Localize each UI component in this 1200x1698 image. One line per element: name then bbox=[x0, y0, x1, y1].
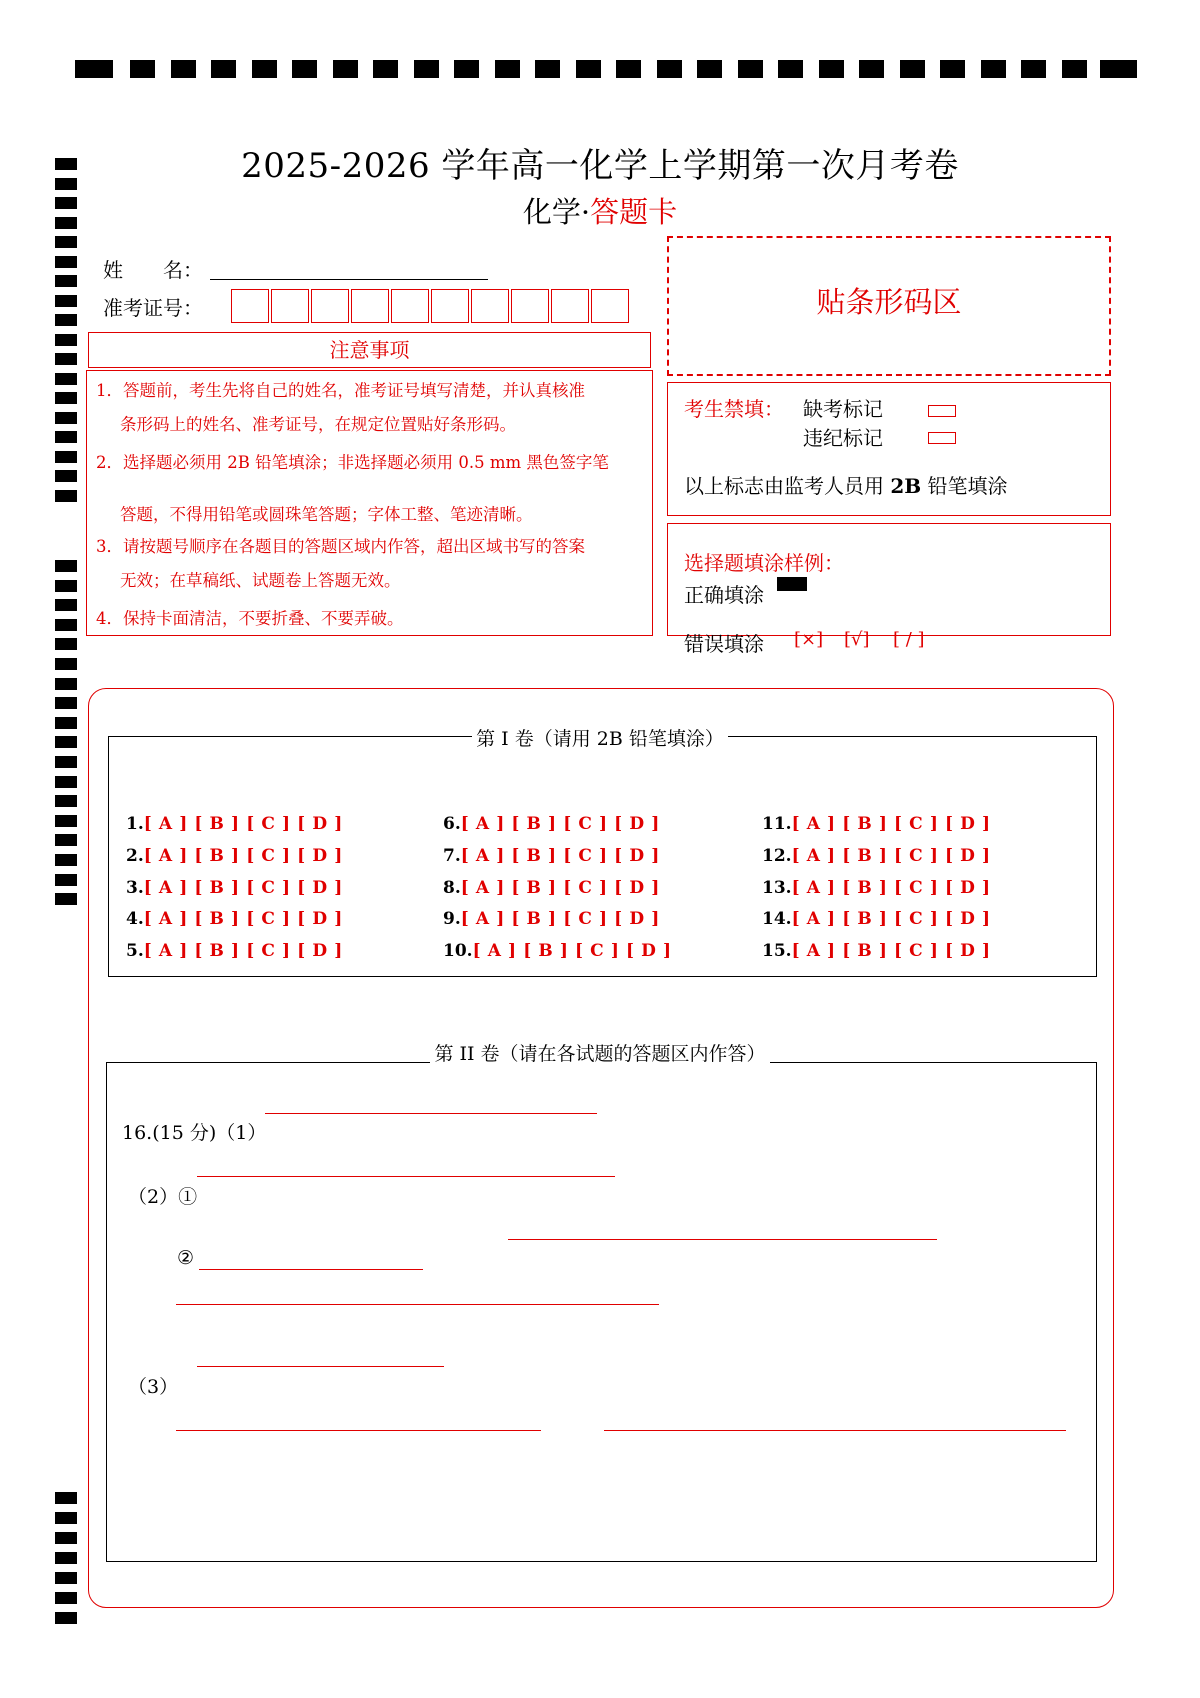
timing-mark bbox=[55, 1592, 77, 1604]
exam-id-digit-box[interactable] bbox=[591, 289, 629, 323]
subtitle-subject: 化学· bbox=[522, 195, 591, 229]
mc-question-number: 1. bbox=[126, 814, 144, 834]
mc-options[interactable]: [ A ] [ B ] [ C ] [ D ] bbox=[143, 814, 343, 834]
notice-line: 1．答题前，考生先将自己的姓名，准考证号填写清楚，并认真核准 bbox=[96, 381, 585, 400]
mc-question-number: 3. bbox=[126, 878, 144, 898]
section-1-title-text: 第 I 卷（请用 2B 铅笔填涂） bbox=[472, 728, 728, 750]
mc-options[interactable]: [ A ] [ B ] [ C ] [ D ] bbox=[460, 814, 660, 834]
timing-mark bbox=[859, 60, 884, 78]
mc-question[interactable] bbox=[762, 878, 991, 898]
mc-question-number: 10. bbox=[443, 941, 473, 961]
absent-mark-box[interactable] bbox=[928, 405, 956, 417]
timing-mark bbox=[55, 431, 77, 443]
timing-mark bbox=[657, 60, 682, 78]
timing-mark bbox=[373, 60, 398, 78]
forbidden-label: 考生禁填： bbox=[684, 397, 784, 421]
mc-question[interactable] bbox=[126, 846, 343, 866]
timing-mark bbox=[55, 256, 77, 268]
timing-mark bbox=[130, 60, 155, 78]
timing-mark bbox=[211, 60, 236, 78]
mc-options[interactable]: [ A ] [ B ] [ C ] [ D ] bbox=[460, 909, 660, 929]
mc-question[interactable] bbox=[762, 846, 991, 866]
timing-mark bbox=[75, 60, 113, 78]
correct-fill-mark bbox=[777, 577, 807, 591]
answer-line[interactable] bbox=[176, 1430, 541, 1431]
mc-options[interactable]: [ A ] [ B ] [ C ] [ D ] bbox=[791, 909, 991, 929]
name-field[interactable] bbox=[210, 253, 488, 280]
barcode-area: 贴条形码区 bbox=[667, 236, 1111, 376]
exam-id-digit-box[interactable] bbox=[471, 289, 509, 323]
timing-mark bbox=[55, 295, 77, 307]
exam-title: 2025-2026 学年高一化学上学期第一次月考卷 bbox=[241, 146, 959, 186]
timing-mark bbox=[55, 373, 77, 385]
mc-question[interactable] bbox=[126, 878, 343, 898]
answer-line[interactable] bbox=[197, 1366, 444, 1367]
q16-label: 16.(15 分)（1） bbox=[122, 1122, 267, 1144]
mc-question-number: 4. bbox=[126, 909, 144, 929]
timing-mark bbox=[454, 60, 479, 78]
timing-mark bbox=[55, 1572, 77, 1584]
section-2-title-text: 第 II 卷（请在各试题的答题区内作答） bbox=[430, 1043, 769, 1065]
notice-line: 条形码上的姓名、准考证号，在规定位置贴好条形码。 bbox=[120, 415, 516, 434]
correct-fill-label: 正确填涂 bbox=[684, 583, 764, 607]
mc-options[interactable]: [ A ] [ B ] [ C ] [ D ] bbox=[472, 941, 672, 961]
answer-line[interactable] bbox=[199, 1269, 423, 1270]
timing-mark bbox=[55, 1532, 77, 1544]
part-2-label: （2）① bbox=[128, 1186, 198, 1208]
notice-line: 3．请按题号顺序在各题目的答题区域内作答，超出区域书写的答案 bbox=[96, 537, 585, 556]
timing-mark bbox=[414, 60, 439, 78]
mc-question-number: 5. bbox=[126, 941, 144, 961]
proctor-note-bold: 2B bbox=[890, 474, 922, 498]
mc-question-number: 15. bbox=[762, 941, 792, 961]
mc-question-number: 6. bbox=[443, 814, 461, 834]
timing-mark bbox=[900, 60, 925, 78]
mc-question[interactable] bbox=[126, 909, 343, 929]
timing-mark bbox=[55, 619, 77, 631]
timing-mark bbox=[940, 60, 965, 78]
name-label: 姓 名： bbox=[103, 258, 203, 282]
notice-line: 无效；在草稿纸、试题卷上答题无效。 bbox=[120, 571, 401, 590]
answer-line[interactable] bbox=[604, 1430, 1066, 1431]
proctor-note bbox=[684, 470, 1008, 499]
mc-question[interactable] bbox=[762, 909, 991, 929]
mc-question-number: 8. bbox=[443, 878, 461, 898]
mc-question-number: 12. bbox=[762, 846, 792, 866]
exam-id-digit-box[interactable] bbox=[551, 289, 589, 323]
mc-options[interactable]: [ A ] [ B ] [ C ] [ D ] bbox=[791, 814, 991, 834]
mc-options[interactable]: [ A ] [ B ] [ C ] [ D ] bbox=[143, 941, 343, 961]
subtitle bbox=[0, 190, 1200, 231]
fill-sample-title: 选择题填涂样例： bbox=[684, 551, 844, 575]
exam-id-digit-box[interactable] bbox=[391, 289, 429, 323]
exam-id-digit-box[interactable] bbox=[511, 289, 549, 323]
timing-mark bbox=[819, 60, 844, 78]
wrong-fill-example: [×] bbox=[794, 629, 824, 650]
part-3-label: （3） bbox=[128, 1376, 179, 1398]
exam-id-digit-box[interactable] bbox=[351, 289, 389, 323]
mc-question[interactable] bbox=[443, 814, 660, 834]
timing-mark bbox=[55, 678, 77, 690]
timing-mark bbox=[1062, 60, 1087, 78]
mc-question-number: 7. bbox=[443, 846, 461, 866]
section-1-title bbox=[0, 724, 1200, 751]
exam-id-digit-box[interactable] bbox=[431, 289, 469, 323]
wrong-fill-label: 错误填涂 bbox=[684, 632, 764, 656]
exam-id-digit-box[interactable] bbox=[271, 289, 309, 323]
timing-mark bbox=[55, 314, 77, 326]
timing-mark bbox=[252, 60, 277, 78]
proctor-note-prefix: 以上标志由监考人员用 bbox=[684, 474, 891, 498]
timing-mark bbox=[55, 599, 77, 611]
timing-mark bbox=[55, 580, 77, 592]
timing-mark bbox=[55, 815, 77, 827]
timing-mark bbox=[55, 470, 77, 482]
timing-mark bbox=[535, 60, 560, 78]
mc-question-number: 9. bbox=[443, 909, 461, 929]
timing-mark bbox=[55, 658, 77, 670]
timing-mark bbox=[981, 60, 1006, 78]
mc-question[interactable] bbox=[443, 878, 660, 898]
answer-line[interactable] bbox=[265, 1113, 597, 1114]
notice-line: 2．选择题必须用 2B 铅笔填涂；非选择题必须用 0.5 mm 黑色签字笔 bbox=[96, 453, 609, 472]
timing-mark bbox=[55, 334, 77, 346]
timing-mark bbox=[55, 1512, 77, 1524]
mc-question[interactable] bbox=[762, 814, 991, 834]
mc-question-number: 14. bbox=[762, 909, 792, 929]
notice-heading: 注意事项 bbox=[88, 332, 651, 368]
timing-mark bbox=[333, 60, 358, 78]
timing-mark bbox=[171, 60, 196, 78]
subtitle-answer-card: 答题卡 bbox=[590, 195, 678, 229]
section-2-title bbox=[0, 1039, 1200, 1066]
timing-mark bbox=[55, 560, 77, 572]
mc-options[interactable]: [ A ] [ B ] [ C ] [ D ] bbox=[791, 941, 991, 961]
timing-mark bbox=[1021, 60, 1046, 78]
mc-options[interactable]: [ A ] [ B ] [ C ] [ D ] bbox=[143, 846, 343, 866]
timing-mark bbox=[55, 795, 77, 807]
mc-options[interactable]: [ A ] [ B ] [ C ] [ D ] bbox=[460, 846, 660, 866]
timing-mark bbox=[55, 1552, 77, 1564]
timing-mark bbox=[55, 874, 77, 886]
absent-mark-label: 缺考标记 bbox=[803, 397, 883, 421]
timing-mark bbox=[55, 275, 77, 287]
wrong-fill-example: [√] bbox=[844, 629, 870, 650]
timing-mark bbox=[55, 412, 77, 424]
timing-mark bbox=[55, 1492, 77, 1504]
timing-mark bbox=[778, 60, 803, 78]
timing-mark bbox=[55, 854, 77, 866]
mc-question-number: 13. bbox=[762, 878, 792, 898]
mc-question[interactable] bbox=[762, 941, 991, 961]
answer-line[interactable] bbox=[197, 1176, 615, 1177]
timing-mark bbox=[55, 893, 77, 905]
mc-options[interactable]: [ A ] [ B ] [ C ] [ D ] bbox=[791, 846, 991, 866]
timing-mark bbox=[495, 60, 520, 78]
timing-mark bbox=[55, 834, 77, 846]
mc-options[interactable]: [ A ] [ B ] [ C ] [ D ] bbox=[143, 878, 343, 898]
timing-mark bbox=[55, 236, 77, 248]
timing-mark bbox=[55, 638, 77, 650]
timing-mark bbox=[738, 60, 763, 78]
mc-options[interactable]: [ A ] [ B ] [ C ] [ D ] bbox=[791, 878, 991, 898]
timing-mark bbox=[55, 756, 77, 768]
mc-question[interactable] bbox=[443, 941, 672, 961]
timing-mark bbox=[616, 60, 641, 78]
timing-mark bbox=[55, 490, 77, 502]
timing-mark bbox=[55, 392, 77, 404]
exam-id-digit-box[interactable] bbox=[311, 289, 349, 323]
timing-mark bbox=[576, 60, 601, 78]
timing-mark bbox=[55, 1612, 77, 1624]
notice-line: 答题，不得用铅笔或圆珠笔答题；字体工整、笔迹清晰。 bbox=[120, 505, 533, 524]
timing-mark bbox=[1100, 60, 1137, 78]
timing-mark bbox=[292, 60, 317, 78]
proctor-note-suffix: 铅笔填涂 bbox=[921, 474, 1008, 498]
mc-question[interactable] bbox=[443, 909, 660, 929]
answer-line[interactable] bbox=[508, 1239, 937, 1240]
exam-id-digit-box[interactable] bbox=[231, 289, 269, 323]
exam-id-label: 准考证号： bbox=[103, 296, 203, 320]
part-2b-label: ② bbox=[177, 1247, 195, 1269]
timing-mark bbox=[697, 60, 722, 78]
violation-mark-box[interactable] bbox=[928, 432, 956, 444]
mc-question-number: 2. bbox=[126, 846, 144, 866]
timing-mark bbox=[55, 697, 77, 709]
mc-options[interactable]: [ A ] [ B ] [ C ] [ D ] bbox=[460, 878, 660, 898]
wrong-fill-example: [ / ] bbox=[893, 629, 925, 650]
mc-question[interactable] bbox=[126, 814, 343, 834]
violation-mark-label: 违纪标记 bbox=[803, 426, 883, 450]
mc-options[interactable]: [ A ] [ B ] [ C ] [ D ] bbox=[143, 909, 343, 929]
answer-line[interactable] bbox=[176, 1304, 659, 1305]
notice-line: 4．保持卡面清洁，不要折叠、不要弄破。 bbox=[96, 609, 404, 628]
mc-question[interactable] bbox=[443, 846, 660, 866]
timing-mark bbox=[55, 776, 77, 788]
mc-question-number: 11. bbox=[762, 814, 792, 834]
mc-question[interactable] bbox=[126, 941, 343, 961]
timing-mark bbox=[55, 353, 77, 365]
timing-mark bbox=[55, 451, 77, 463]
